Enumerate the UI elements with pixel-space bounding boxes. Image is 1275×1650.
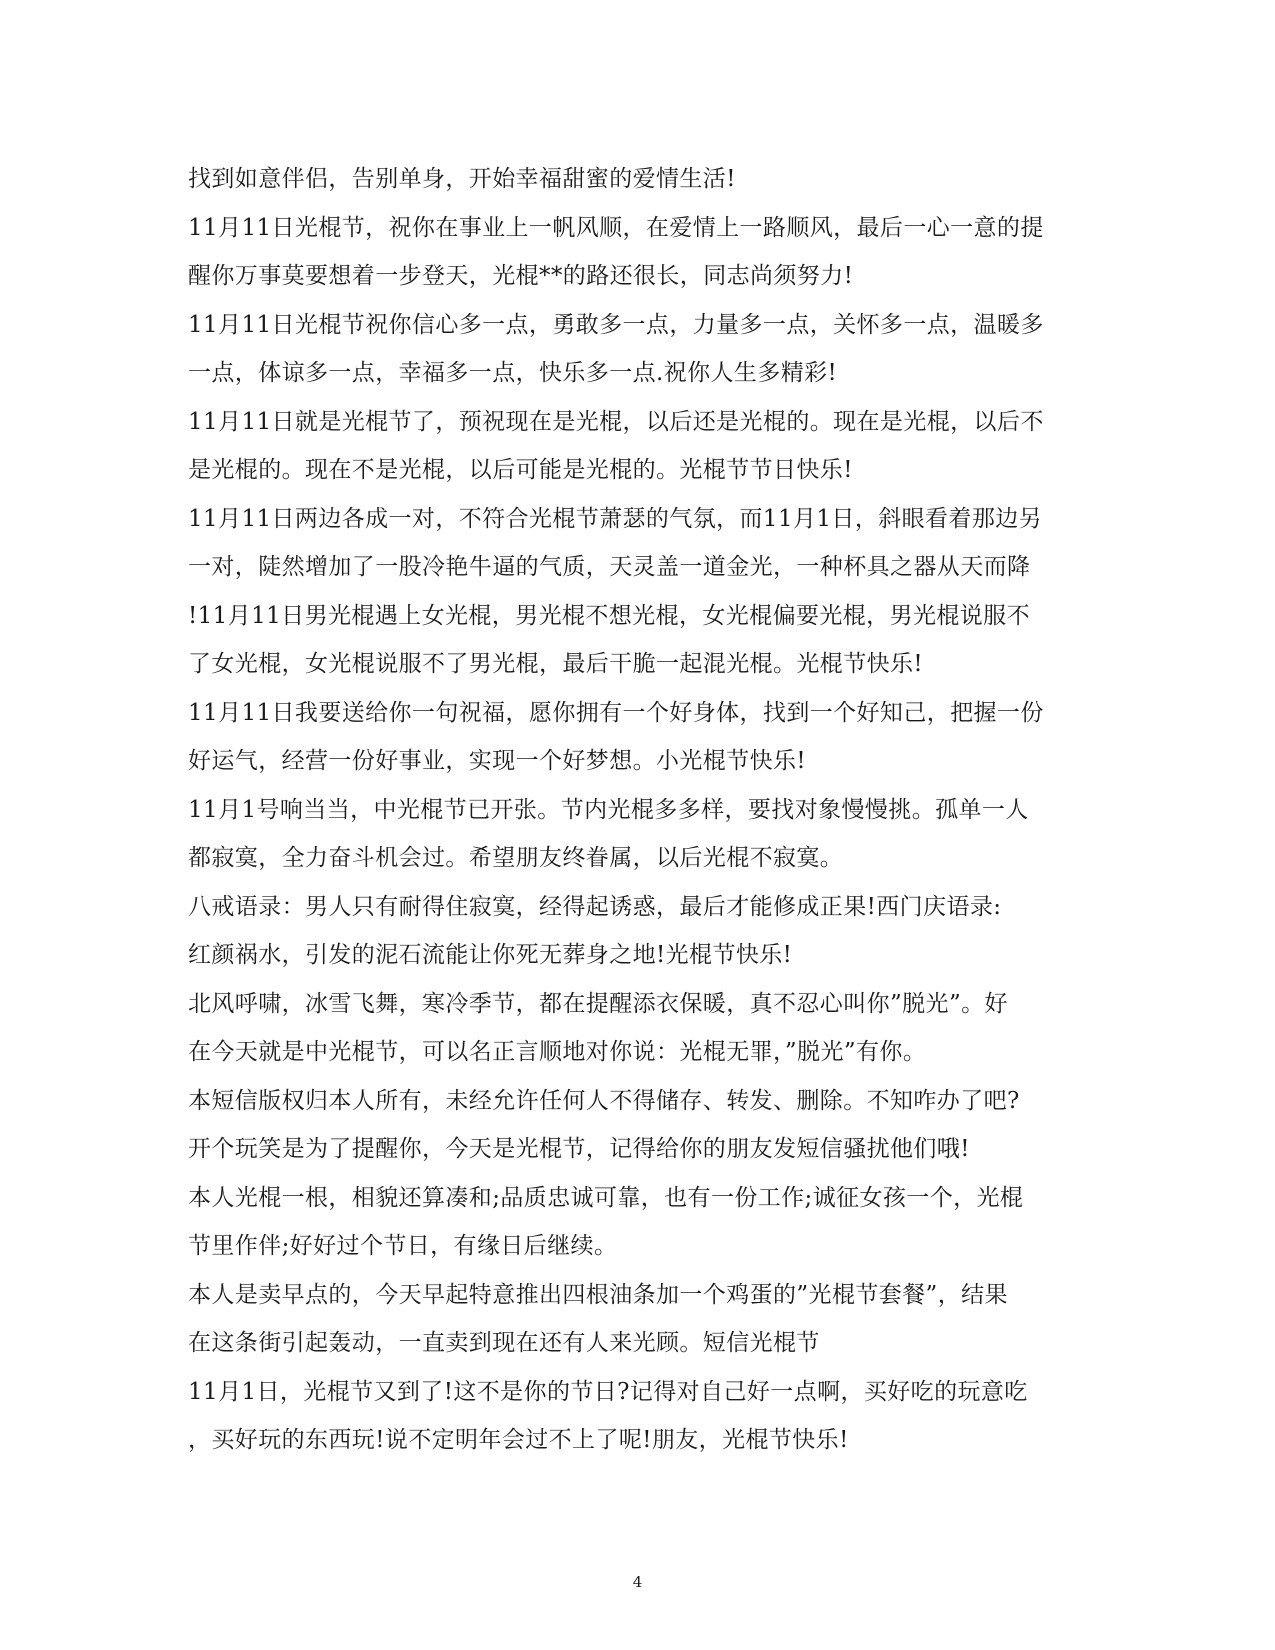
text-line: 11月11日两边各成一对，不符合光棍节萧瑟的气氛，而11月1日，斜眼看着那边另 xyxy=(188,505,1043,532)
text-line: 找到如意伴侣，告别单身，开始幸福甜蜜的爱情生活! xyxy=(188,166,736,192)
text-line: 一对，陡然增加了一股冷艳牛逼的气质，天灵盖一道金光，一种杯具之器从天而降 xyxy=(188,554,1031,580)
text-line: 是光棍的。现在不是光棍，以后可能是光棍的。光棍节节日快乐! xyxy=(188,457,853,483)
text-line: 11月11日光棍节祝你信心多一点，勇敢多一点，力量多一点，关怀多一点，温暖多 xyxy=(188,311,1044,338)
text-line: 11月11日光棍节，祝你在事业上一帆风顺，在爱情上一路顺风，最后一心一意的提 xyxy=(188,214,1044,241)
text-line: 节里作伴;好好过个节日，有缘日后继续。 xyxy=(188,1233,618,1259)
text-line: 本短信版权归本人所有，未经允许任何人不得储存、转发、删除。不知咋办了吧? xyxy=(188,1087,1020,1114)
text-line: 都寂寞，全力奋斗机会过。希望朋友终眷属，以后光棍不寂寞。 xyxy=(188,845,844,871)
document-body xyxy=(188,155,1088,1465)
text-line: 了女光棍，女光棍说服不了男光棍，最后干脆一起混光棍。光棍节快乐! xyxy=(188,651,924,677)
text-line: 北风呼啸，冰雪飞舞，寒冷季节，都在提醒添衣保暖，真不忍心叫你”脱光”。好 xyxy=(188,990,1008,1017)
text-line: 在今天就是中光棍节，可以名正言顺地对你说：光棍无罪，”脱光”有你。 xyxy=(188,1039,927,1065)
page-number: 4 xyxy=(632,1573,643,1591)
text-line: 本人光棍一根，相貌还算凑和;品质忠诚可靠，也有一份工作;诚征女孩一个，光棍 xyxy=(188,1184,1024,1211)
text-line: 11月11日我要送给你一句祝福，愿你拥有一个好身体，找到一个好知己，把握一份 xyxy=(188,699,1044,726)
text-line: 一点，体谅多一点，幸福多一点，快乐多一点.祝你人生多精彩! xyxy=(188,360,838,386)
text-line: 在这条街引起轰动，一直卖到现在还有人来光顾。短信光棍节 xyxy=(188,1330,820,1356)
text-line: 八戒语录：男人只有耐得住寂寞，经得起诱惑，最后才能修成正果!西门庆语录: xyxy=(188,893,1002,920)
text-line: 11月11日就是光棍节了，预祝现在是光棍，以后还是光棍的。现在是光棍，以后不 xyxy=(188,408,1044,435)
text-line: 11月1号响当当，中光棍节已开张。节内光棍多多样，要找对象慢慢挑。孤单一人 xyxy=(188,796,1029,823)
text-line: 本人是卖早点的，今天早起特意推出四根油条加一个鸡蛋的”光棍节套餐”，结果 xyxy=(188,1281,1008,1308)
text-line: 醒你万事莫要想着一步登天，光棍**的路还很长，同志尚须努力! xyxy=(188,263,854,289)
text-line: ，买好玩的东西玩!说不定明年会过不上了呢!朋友，光棍节快乐! xyxy=(188,1427,849,1453)
text-line: 红颜祸水，引发的泥石流能让你死无葬身之地!光棍节快乐! xyxy=(188,942,793,968)
text-line: 11月1日，光棍节又到了!这不是你的节日?记得对自己好一点啊，买好吃的玩意吃 xyxy=(188,1378,1028,1405)
text-line: 开个玩笑是为了提醒你，今天是光棍节，记得给你的朋友发短信骚扰他们哦! xyxy=(188,1136,970,1162)
text-line: !11月11日男光棍遇上女光棍，男光棍不想光棍，女光棍偏要光棍，男光棍说服不 xyxy=(188,602,1030,629)
text-line: 好运气，经营一份好事业，实现一个好梦想。小光棍节快乐! xyxy=(188,748,807,774)
